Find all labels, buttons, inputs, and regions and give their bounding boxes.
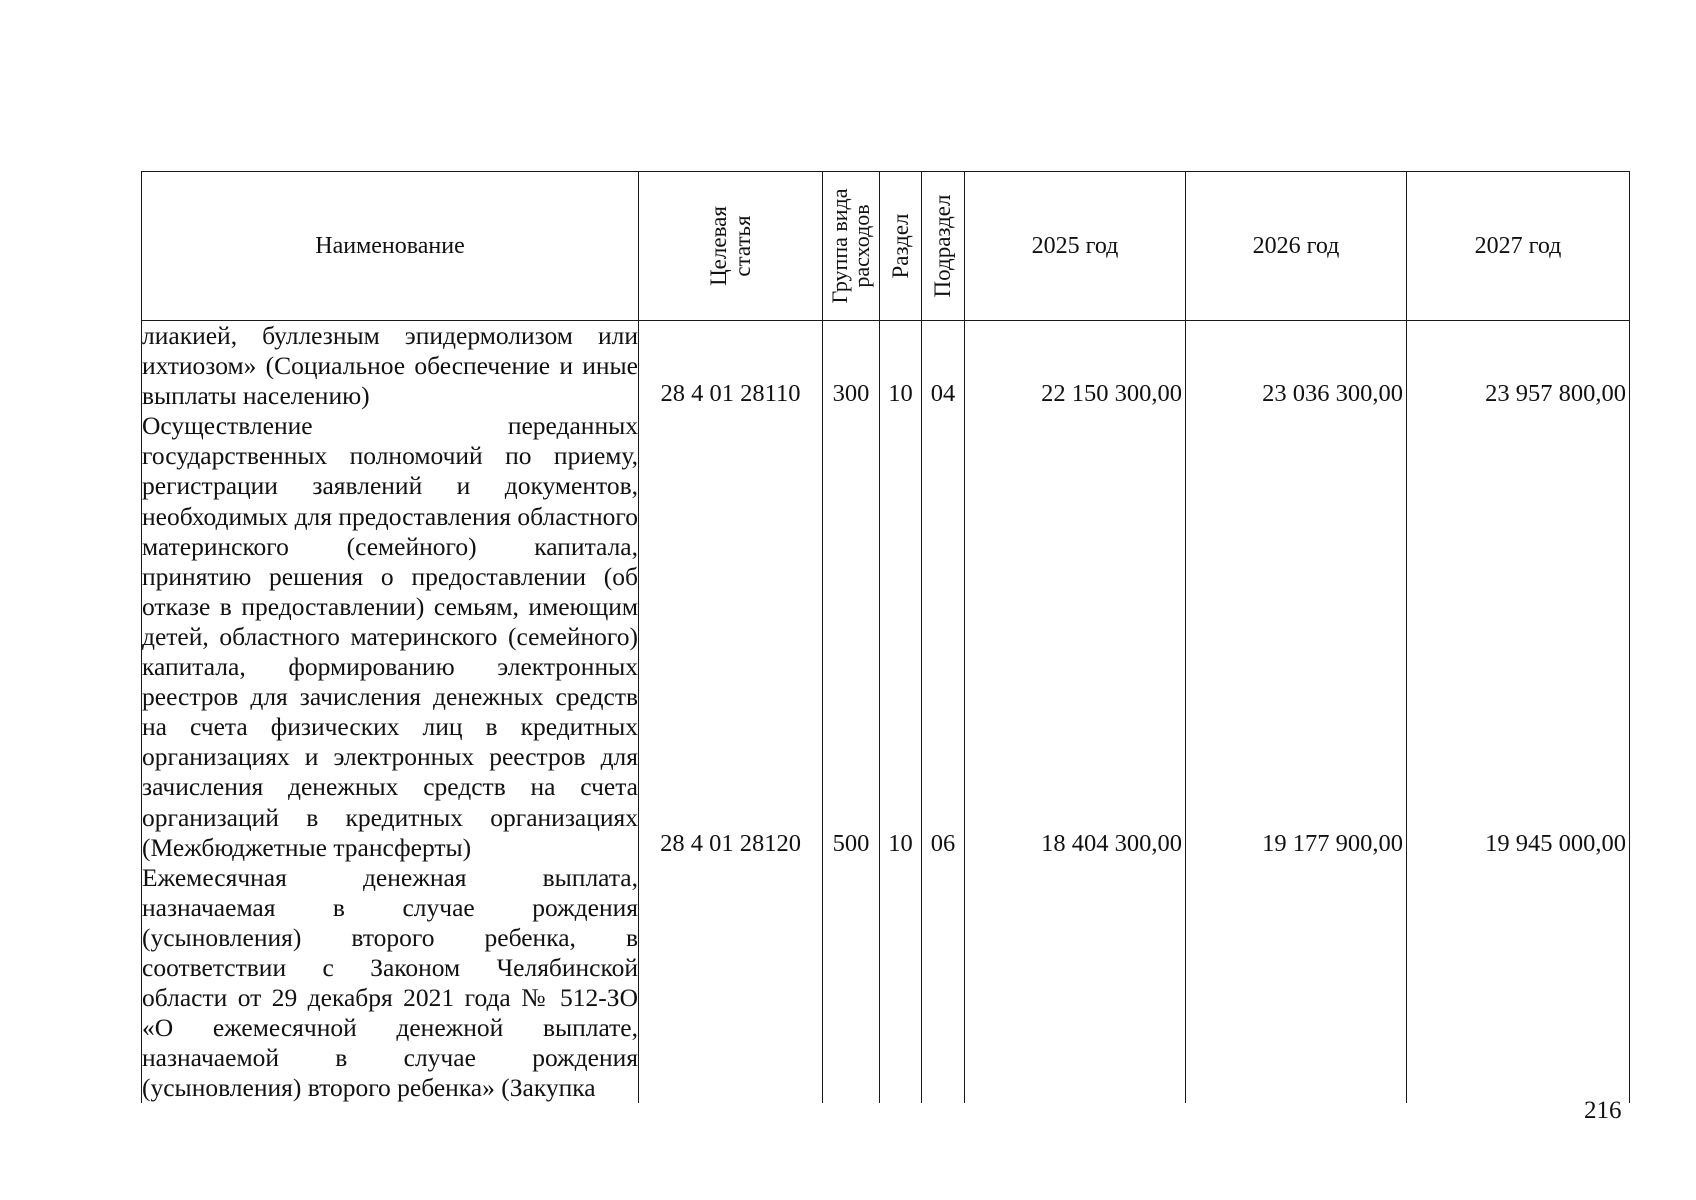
subsection-cell [922,321,965,1104]
header-group-line1: Группа вида [827,188,852,304]
row2-2027: 19 945 000,00 [1485,830,1626,857]
name-paragraph-1: лиакией, буллезным эпидермолизом или ихтиозом» (Социальное обеспечение и иные выплаты населению) [142,321,638,411]
name-cell [142,321,639,1104]
name-paragraph-2: Осуществление переданных государственных полномочий по приему, регистрации заявлений и документов, необходимых для предоставления областного материнского (семейного) капитала, принятию решения о предоставлении (об отказе в предоставлении) семьям, имеющим детей, областного материнского (семейного) капитала, формированию электронных реестров для зачисления денежных средств на счета физических лиц в кредитных организациях и электронных реестров для зачисления денежных средств на счета организаций в кредитных организациях (Межбюджетные трансферты) [142,411,638,862]
row2-group: 500 [832,830,870,857]
header-2027 [1407,172,1630,321]
header-target-line2: статья [729,215,755,277]
header-subsection-label: Подраздел [930,194,955,298]
header-2026 [1186,172,1407,321]
budget-table [141,171,1630,1103]
row1-2027: 23 957 800,00 [1485,380,1626,407]
row1-2025: 22 150 300,00 [1041,380,1182,407]
row1-group: 300 [832,380,870,407]
amount-2027-cell [1407,321,1630,1104]
table-header-row [142,172,1630,321]
header-2027-label: 2027 год [1474,232,1562,259]
header-2025 [965,172,1186,321]
row1-subsection: 04 [930,380,956,407]
row2-subsection: 06 [930,830,956,857]
page-number: 216 [1584,1097,1622,1124]
row2-target: 28 4 01 28120 [660,830,801,857]
header-subsection [922,172,965,321]
row1-section: 10 [888,380,913,407]
header-name-label: Наименование [315,232,465,259]
row1-target: 28 4 01 28110 [660,380,801,407]
table-body-row [142,321,1630,1104]
section-cell [880,321,922,1104]
header-2025-label: 2025 год [1031,232,1119,259]
expense-group-cell [823,321,880,1104]
header-target-line1: Целевая [705,206,731,286]
header-2026-label: 2026 год [1252,232,1340,259]
amount-2025-cell [965,321,1186,1104]
header-section-label: Раздел [887,213,913,279]
row1-2026: 23 036 300,00 [1262,380,1403,407]
target-article-cell [639,321,823,1104]
row2-2026: 19 177 900,00 [1262,830,1403,857]
header-section [880,172,922,321]
amount-2026-cell [1186,321,1407,1104]
header-group-line2: расходов [849,204,874,288]
row2-2025: 18 404 300,00 [1041,830,1182,857]
row2-section: 10 [888,830,913,857]
header-name [142,172,639,321]
header-target-article [639,172,823,321]
name-paragraph-3: Ежемесячная денежная выплата, назначаемая в случае рождения (усыновления) второго ребенка, в соответствии с Законом Челябинской области от 29 декабря 2021 года № 512-ЗО «О ежемесячной денежной выплате, назначаемой в случае рождения (усыновления) второго ребенка» (Закупка [142,862,638,1103]
header-expense-group [823,172,880,321]
